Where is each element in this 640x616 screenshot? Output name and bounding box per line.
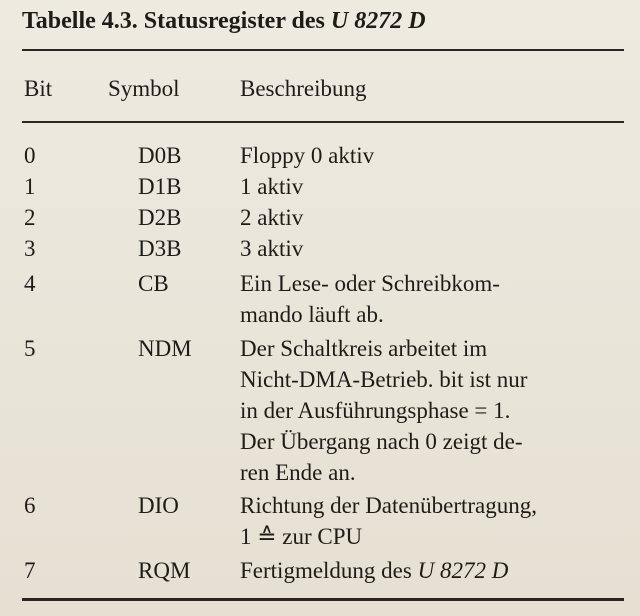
symbol-cell: D2B [138,205,182,230]
description-line: mando läuft ab. [240,302,384,327]
description-line: Nicht-DMA-Betrieb. bit ist nur [240,367,528,392]
bit-cell: 2 [24,205,36,230]
bottom-rule [22,598,624,601]
header-description: Beschreibung [240,76,367,101]
symbol-cell: CB [138,271,169,296]
description-cell [240,268,624,330]
description-cell [240,333,624,488]
table-caption [22,8,426,35]
header-symbol: Symbol [108,76,180,101]
description-part-number: U 8272 D [417,558,509,583]
table-caption-text: Tabelle 4.3. Statusregister des [22,8,325,34]
description-line: Richtung der Datenübertragung, [240,493,537,518]
description-line: Ein Lese- oder Schreibkom- [240,271,500,296]
description-cell [240,171,624,202]
bit-cell: 3 [24,236,36,261]
description-cell [240,555,624,586]
bit-cell: 1 [24,174,36,199]
description-line [240,555,624,586]
description-cell [240,490,624,552]
description-line: ren Ende an. [240,460,356,485]
description-cell [240,233,624,264]
table-caption-part-number: U 8272 D [330,8,426,34]
description-line: 1 ≙ zur CPU [240,524,363,549]
bit-cell: 6 [24,493,36,518]
description-line: Floppy 0 aktiv [240,143,375,168]
description-cell [240,202,624,233]
symbol-cell: DIO [138,493,179,518]
symbol-cell: D3B [138,236,182,261]
description-line: Der Übergang nach 0 zeigt de- [240,429,523,454]
header-bit: Bit [24,76,53,101]
symbol-cell: NDM [138,336,192,361]
description-line: Der Schaltkreis arbeitet im [240,336,488,361]
description-line: 3 aktiv [240,236,304,261]
symbol-cell: D0B [138,143,182,168]
header-rule [22,121,624,123]
symbol-cell: D1B [138,174,182,199]
symbol-cell: RQM [138,558,191,583]
bit-cell: 0 [24,143,36,168]
description-line: 1 aktiv [240,174,304,199]
description-line: 2 aktiv [240,205,304,230]
bit-cell: 4 [24,271,36,296]
top-rule [22,49,624,51]
description-cell [240,140,624,171]
bit-cell: 5 [24,336,36,361]
bit-cell: 7 [24,558,36,583]
description-line: in der Ausführungsphase = 1. [240,398,511,423]
description-text: Fertigmeldung des [240,558,412,583]
